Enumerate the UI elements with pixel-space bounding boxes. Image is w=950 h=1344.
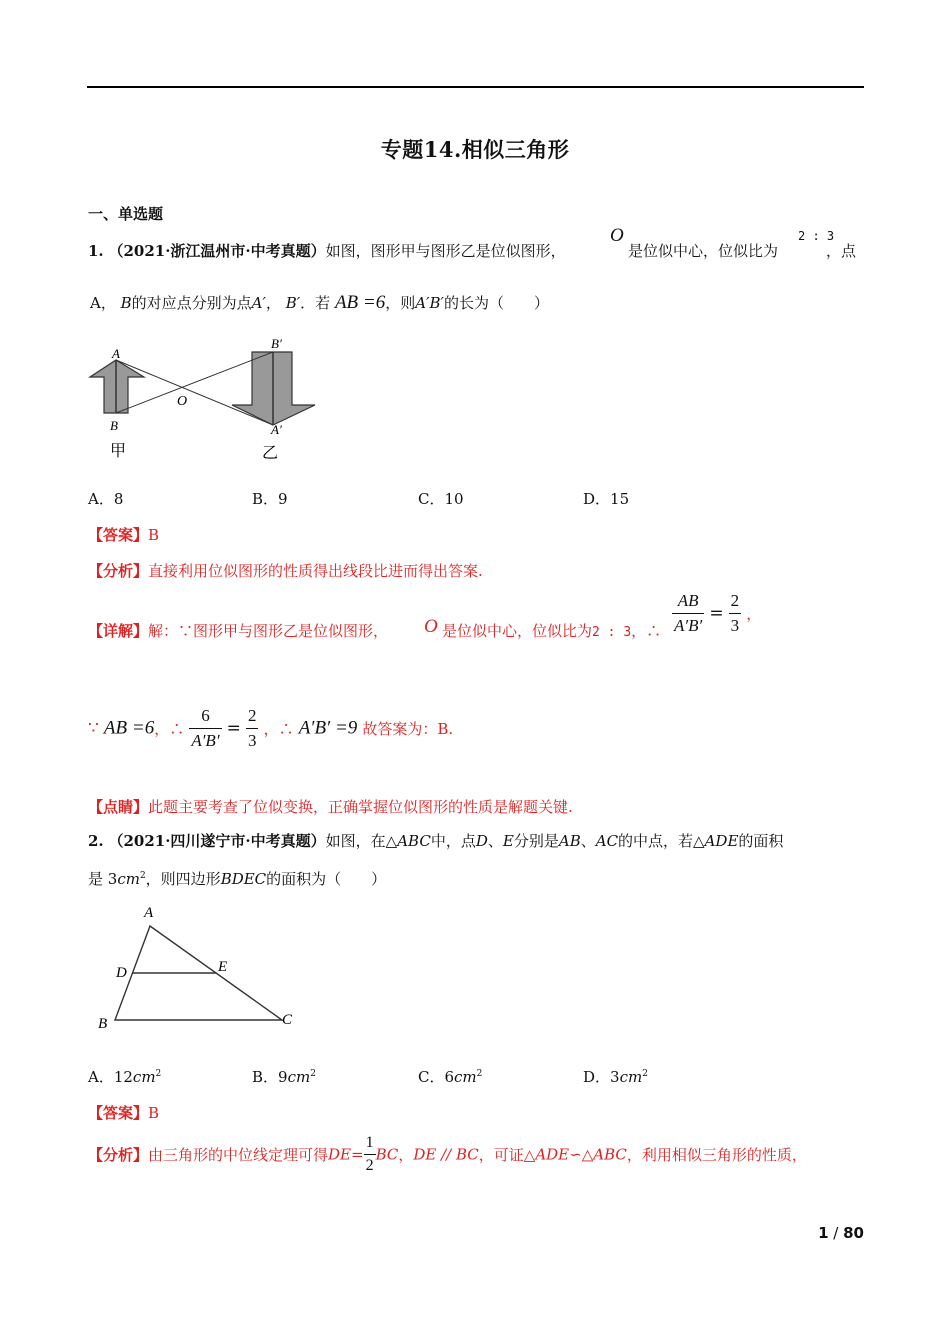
q1-l2-b: ，∴ — [263, 720, 294, 738]
q2-t3: 、 — [487, 832, 503, 850]
q2-de-par-bc: DE // BC — [413, 1145, 479, 1164]
q1-frac1-num: AB — [672, 591, 704, 614]
q2-opt-b-unit: cm — [287, 1068, 311, 1086]
label-A2: A — [144, 905, 154, 921]
q1-detail-ratio: 2 : 3 — [592, 625, 632, 640]
q1-detail-tag: 【详解】 — [88, 622, 149, 640]
q1-line2-f: ，则 — [385, 294, 416, 312]
q2-number: 2. — [88, 832, 104, 850]
q1-frac4-num: 2 — [246, 706, 259, 729]
q1-detail-b — [442, 620, 661, 641]
q1-ratio: 2 : 3 — [798, 229, 835, 243]
q2-l2-a: 是 3 — [88, 870, 118, 888]
q1-frac1-den: A′B′ — [674, 616, 703, 635]
q2-opt-c-unit: cm — [454, 1068, 477, 1086]
q1-line2-g: 的长为（ ） — [443, 294, 549, 312]
q2-t7: 的面积 — [738, 832, 784, 850]
q2-abc: ABC — [397, 832, 431, 850]
q2-opt-d-unit: cm — [619, 1068, 643, 1086]
q1-eq1: = — [709, 603, 724, 624]
q2-line2 — [88, 868, 386, 889]
q1-option-d: D．15 — [583, 490, 630, 508]
q1-center-O: O — [610, 225, 624, 246]
q1-frac2-num: 2 — [729, 591, 742, 614]
label-yi: 乙 — [262, 443, 279, 462]
q2-abc2: ABC — [593, 1145, 627, 1164]
header-rule — [87, 86, 864, 88]
q2-sq: 2 — [139, 871, 146, 881]
q1-option-b: B．9 — [252, 490, 288, 508]
q1-ab6: AB =6 — [334, 292, 386, 313]
q2-opt-a-unit: cm — [132, 1068, 156, 1086]
label-A1: A′ — [271, 422, 282, 437]
q1-detail-c: ，∴ — [631, 622, 662, 640]
q2-analysis-tag: 【分析】 — [88, 1146, 149, 1164]
line-A-A1 — [116, 360, 273, 425]
q1-analysis-tag: 【分析】 — [88, 562, 149, 580]
label-B2: B — [98, 1016, 108, 1032]
q1-frac-2-3 — [729, 591, 742, 636]
q1-source: （2021·浙江温州市·中考真题） — [108, 242, 326, 260]
q2-figure — [90, 898, 310, 1038]
q1-comment-tag: 【点睛】 — [88, 798, 149, 816]
q2-D: D — [475, 832, 488, 850]
label-B1: B′ — [271, 336, 282, 351]
q2-AB: AB — [558, 832, 581, 850]
q1-text-b: 是位似中心，位似比为 — [628, 242, 779, 260]
q2-a1: 由三角形的中位线定理可得 — [148, 1146, 329, 1164]
q2-line1 — [88, 830, 783, 851]
q1-l2-c: 故答案为：B. — [362, 720, 454, 738]
q2-t2: 中，点 — [430, 832, 476, 850]
page-current: 1 — [818, 1224, 829, 1242]
q2-de: DE= — [328, 1145, 364, 1164]
line-B-B1 — [116, 352, 273, 413]
q1-detail-d: ， — [746, 605, 762, 623]
q1-frac-ab-over-a1b1 — [672, 591, 704, 636]
q2-opt-c-sup: 2 — [476, 1069, 483, 1079]
q2-a3: ，可证△ — [478, 1146, 536, 1164]
q1-l2-ab: AB =6 — [103, 717, 155, 739]
q1-detail-a: 解：∵图形甲与图形乙是位似图形， — [148, 622, 389, 640]
q1-detail-line2 — [88, 706, 453, 751]
q2-source: （2021·四川遂宁市·中考真题） — [108, 832, 326, 850]
q2-frac-half — [364, 1134, 376, 1175]
q2-a4: ，利用相似三角形的性质， — [626, 1146, 807, 1164]
q2-opt-c-num: C．6 — [418, 1068, 455, 1086]
label-D: D — [116, 965, 127, 981]
q2-a2: ， — [398, 1146, 414, 1164]
q1-answer-value: B — [148, 526, 160, 544]
q1-detail-line1 — [88, 620, 388, 641]
page-total: 80 — [843, 1224, 864, 1242]
q1-option-c: C．10 — [418, 490, 464, 508]
q2-half-den: 2 — [365, 1157, 374, 1174]
q1-frac-6-over-a1b1 — [189, 706, 221, 751]
page-sep: / — [828, 1224, 844, 1242]
q2-sim: ∽△ — [569, 1145, 594, 1164]
q1-frac3-den: A′B′ — [191, 731, 220, 750]
q1-number: 1. — [88, 242, 104, 260]
q2-answer-value: B — [148, 1104, 160, 1122]
q2-bc: BC — [375, 1145, 399, 1164]
label-E: E — [218, 959, 228, 975]
label-O: O — [177, 394, 188, 409]
q2-t6: 的中点，若△ — [618, 832, 705, 850]
q1-line2-d: ， — [265, 294, 281, 312]
q1-point-A: A， — [90, 294, 116, 312]
q1-detail-O: O — [424, 616, 438, 637]
q2-ade: ADE — [535, 1145, 570, 1164]
q2-AC: AC — [595, 832, 619, 850]
q2-option-b — [252, 1066, 316, 1087]
q2-answer-tag: 【答案】 — [88, 1104, 149, 1122]
label-A: A — [112, 346, 120, 361]
q1-figure — [85, 330, 325, 465]
q2-option-d — [583, 1066, 648, 1087]
q1-analysis-text: 直接利用位似图形的性质得出线段比进而得出答案. — [148, 562, 483, 580]
q2-option-c — [418, 1066, 482, 1087]
q1-detail-b-text: 是位似中心，位似比为 — [442, 622, 593, 640]
q1-l2-result: A′B′ =9 — [298, 717, 358, 739]
q1-A1B1: A′B′ — [415, 294, 444, 312]
q2-opt-b-num: B．9 — [252, 1068, 288, 1086]
page-number — [818, 1224, 864, 1242]
q2-ADE: ADE — [704, 832, 739, 850]
q2-opt-a-sup: 2 — [155, 1069, 162, 1079]
label-jia: 甲 — [110, 441, 127, 460]
q2-E: E — [502, 832, 514, 850]
q1-frac4-den: 3 — [247, 731, 257, 750]
q1-frac3-num: 6 — [189, 706, 221, 729]
q2-cm: cm — [117, 870, 140, 888]
q2-t4: 分别是 — [513, 832, 559, 850]
q1-because: ∵ — [88, 718, 99, 739]
q1-eq2: = — [226, 718, 241, 739]
q2-t5: 、 — [580, 832, 596, 850]
q2-t1: 如图，在△ — [325, 832, 398, 850]
label-C: C — [282, 1012, 293, 1028]
section-heading: 一、单选题 — [88, 205, 164, 223]
q1-comment-text: 此题主要考查了位似变换，正确掌握位似图形的性质是解题关键. — [148, 798, 573, 816]
q1-point-B1: B′ — [285, 294, 301, 312]
q2-opt-a-num: A．12 — [88, 1068, 133, 1086]
q1-answer — [88, 524, 159, 545]
q1-point-A1: A′ — [251, 294, 266, 312]
q2-l2-b: ，则四边形 — [145, 870, 221, 888]
q2-answer — [88, 1102, 159, 1123]
q1-l2-a: ，∴ — [154, 720, 185, 738]
page-title: 专题14.相似三角形 — [380, 137, 570, 162]
q2-analysis — [88, 1134, 807, 1175]
q2-opt-d-num: D．3 — [583, 1068, 620, 1086]
q1-line2-e: ．若 — [300, 294, 331, 312]
q2-opt-b-sup: 2 — [310, 1069, 316, 1079]
q2-half-num: 1 — [364, 1134, 376, 1155]
q1-analysis — [88, 560, 483, 581]
label-B: B — [110, 418, 118, 433]
q1-frac2-den: 3 — [730, 616, 740, 635]
q2-option-a — [88, 1066, 161, 1087]
q2-l2-c: 的面积为（ ） — [266, 870, 387, 888]
q1-detail-equation — [672, 591, 761, 636]
q1-text-a: 如图，图形甲与图形乙是位似图形， — [325, 242, 566, 260]
q1-option-a: A．8 — [88, 490, 124, 508]
q1-text-c: ，点 — [826, 242, 857, 260]
q2-opt-d-sup: 2 — [642, 1069, 648, 1079]
q1-answer-tag: 【答案】 — [88, 526, 149, 544]
q1-point-B: B — [120, 294, 132, 312]
q1-line2 — [90, 292, 549, 314]
q1-line1 — [88, 240, 566, 261]
q1-line2-c: 的对应点分别为点 — [131, 294, 252, 312]
q1-comment — [88, 796, 573, 817]
q1-frac-2-3-b — [246, 706, 259, 751]
q2-BDEC: BDEC — [220, 870, 267, 888]
